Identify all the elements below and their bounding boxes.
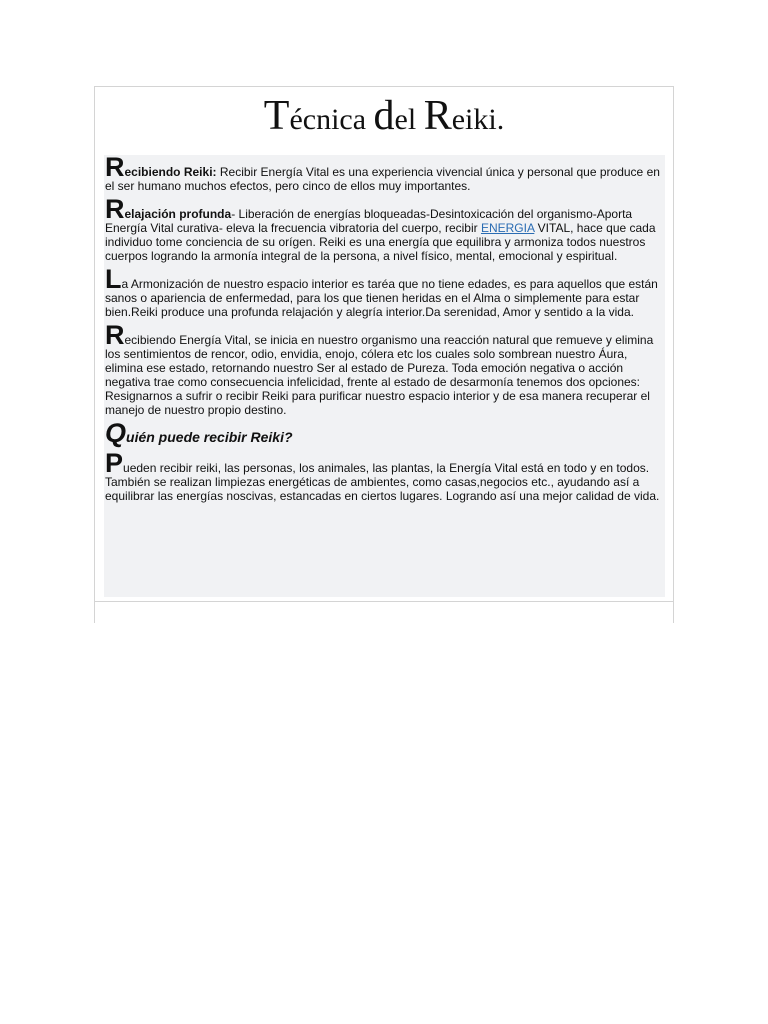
paragraph-energia-vital xyxy=(105,320,662,417)
paragraph-text: - Liberación de energías bloqueadas-Desintoxicación del organismo-Aporta Energía Vital curativa- eleva la frecuencia vibratoria del cuerpo, recibir xyxy=(105,207,633,235)
title-part-2: el xyxy=(394,103,424,136)
paragraph-relajacion xyxy=(105,194,662,263)
paragraph-lead: elajación profunda xyxy=(124,207,232,221)
paragraph-text-second-line: También se realizan limpiezas energéticas de ambientes, como casas,negocios etc., ayudando así a equilibrar las energías noscivas, estancadas en ciertos lugares. Logrando así una mejor calidad de vida. xyxy=(105,475,660,503)
paragraph-text-continued: VITAL, hace que cada individuo tome conciencia de su orígen. Reiki es una energía que equilibra y armoniza todos nuestros cuerpos logrando la armonía integral de la persona, a nivel físico, mental, emocional y espiritual. xyxy=(105,221,656,263)
drop-cap: L xyxy=(105,264,122,294)
title-part-3: eiki. xyxy=(451,103,505,136)
drop-cap: R xyxy=(105,194,125,224)
page-title xyxy=(95,95,673,137)
paragraph-recibiendo-reiki xyxy=(105,157,662,193)
drop-cap: P xyxy=(105,448,124,478)
energia-link[interactable]: ENERGIA xyxy=(480,221,535,235)
paragraph-pueden-recibir xyxy=(105,448,662,503)
question-heading xyxy=(105,418,662,448)
question-text: uién puede recibir Reiki? xyxy=(126,429,293,445)
drop-cap: R xyxy=(105,155,125,182)
title-part-1: écnica xyxy=(289,103,374,136)
paragraph-armonizacion xyxy=(105,264,662,319)
title-initial-d: d xyxy=(373,93,395,139)
paragraph-lead: ecibiendo Reiki: xyxy=(124,165,217,179)
bottom-section-divider xyxy=(94,601,674,623)
drop-cap: Q xyxy=(105,418,127,448)
paragraph-text: ueden recibir reiki, las personas, los animales, las plantas, la Energía Vital está en todo y en todos. xyxy=(123,461,650,475)
paragraph-text: ecibiendo Energía Vital, se inicia en nuestro organismo una reacción natural que remueve y elimina los sentimientos de rencor, odio, envidia, enojo, cólera etc los cuales solo sombrean nuestro Áura, elimina ese estado, retornando nuestro Ser al estado de Pureza. Toda emoción negativa o acción negativa trae como consecuencia infelicidad, frente al estado de desarmonía tenemos dos opciones: Resignarnos a sufrir o recibir Reiki para purificar nuestro espacio interior y de esa manera recuperar el manejo de nuestro propio destino. xyxy=(105,333,654,417)
drop-cap: R xyxy=(105,320,125,350)
title-initial-r: R xyxy=(423,93,452,139)
paragraph-text: Recibir Energía Vital es una experiencia vivencial única y personal que produce en el ser humano muchos efectos, pero cinco de ellos muy importantes. xyxy=(105,165,660,193)
article-body xyxy=(104,155,665,597)
document-frame xyxy=(94,86,674,622)
title-initial-t: T xyxy=(263,93,290,139)
paragraph-text: a Armonización de nuestro espacio interior es taréa que no tiene edades, es para aquellos que están sanos o apariencia de enfermedad, para los que tienen heridas en el Alma o simplemente para estar bien.Reiki produce una profunda relajación y alegría interior.Da serenidad, Amor y sentido a la vida. xyxy=(105,277,658,319)
